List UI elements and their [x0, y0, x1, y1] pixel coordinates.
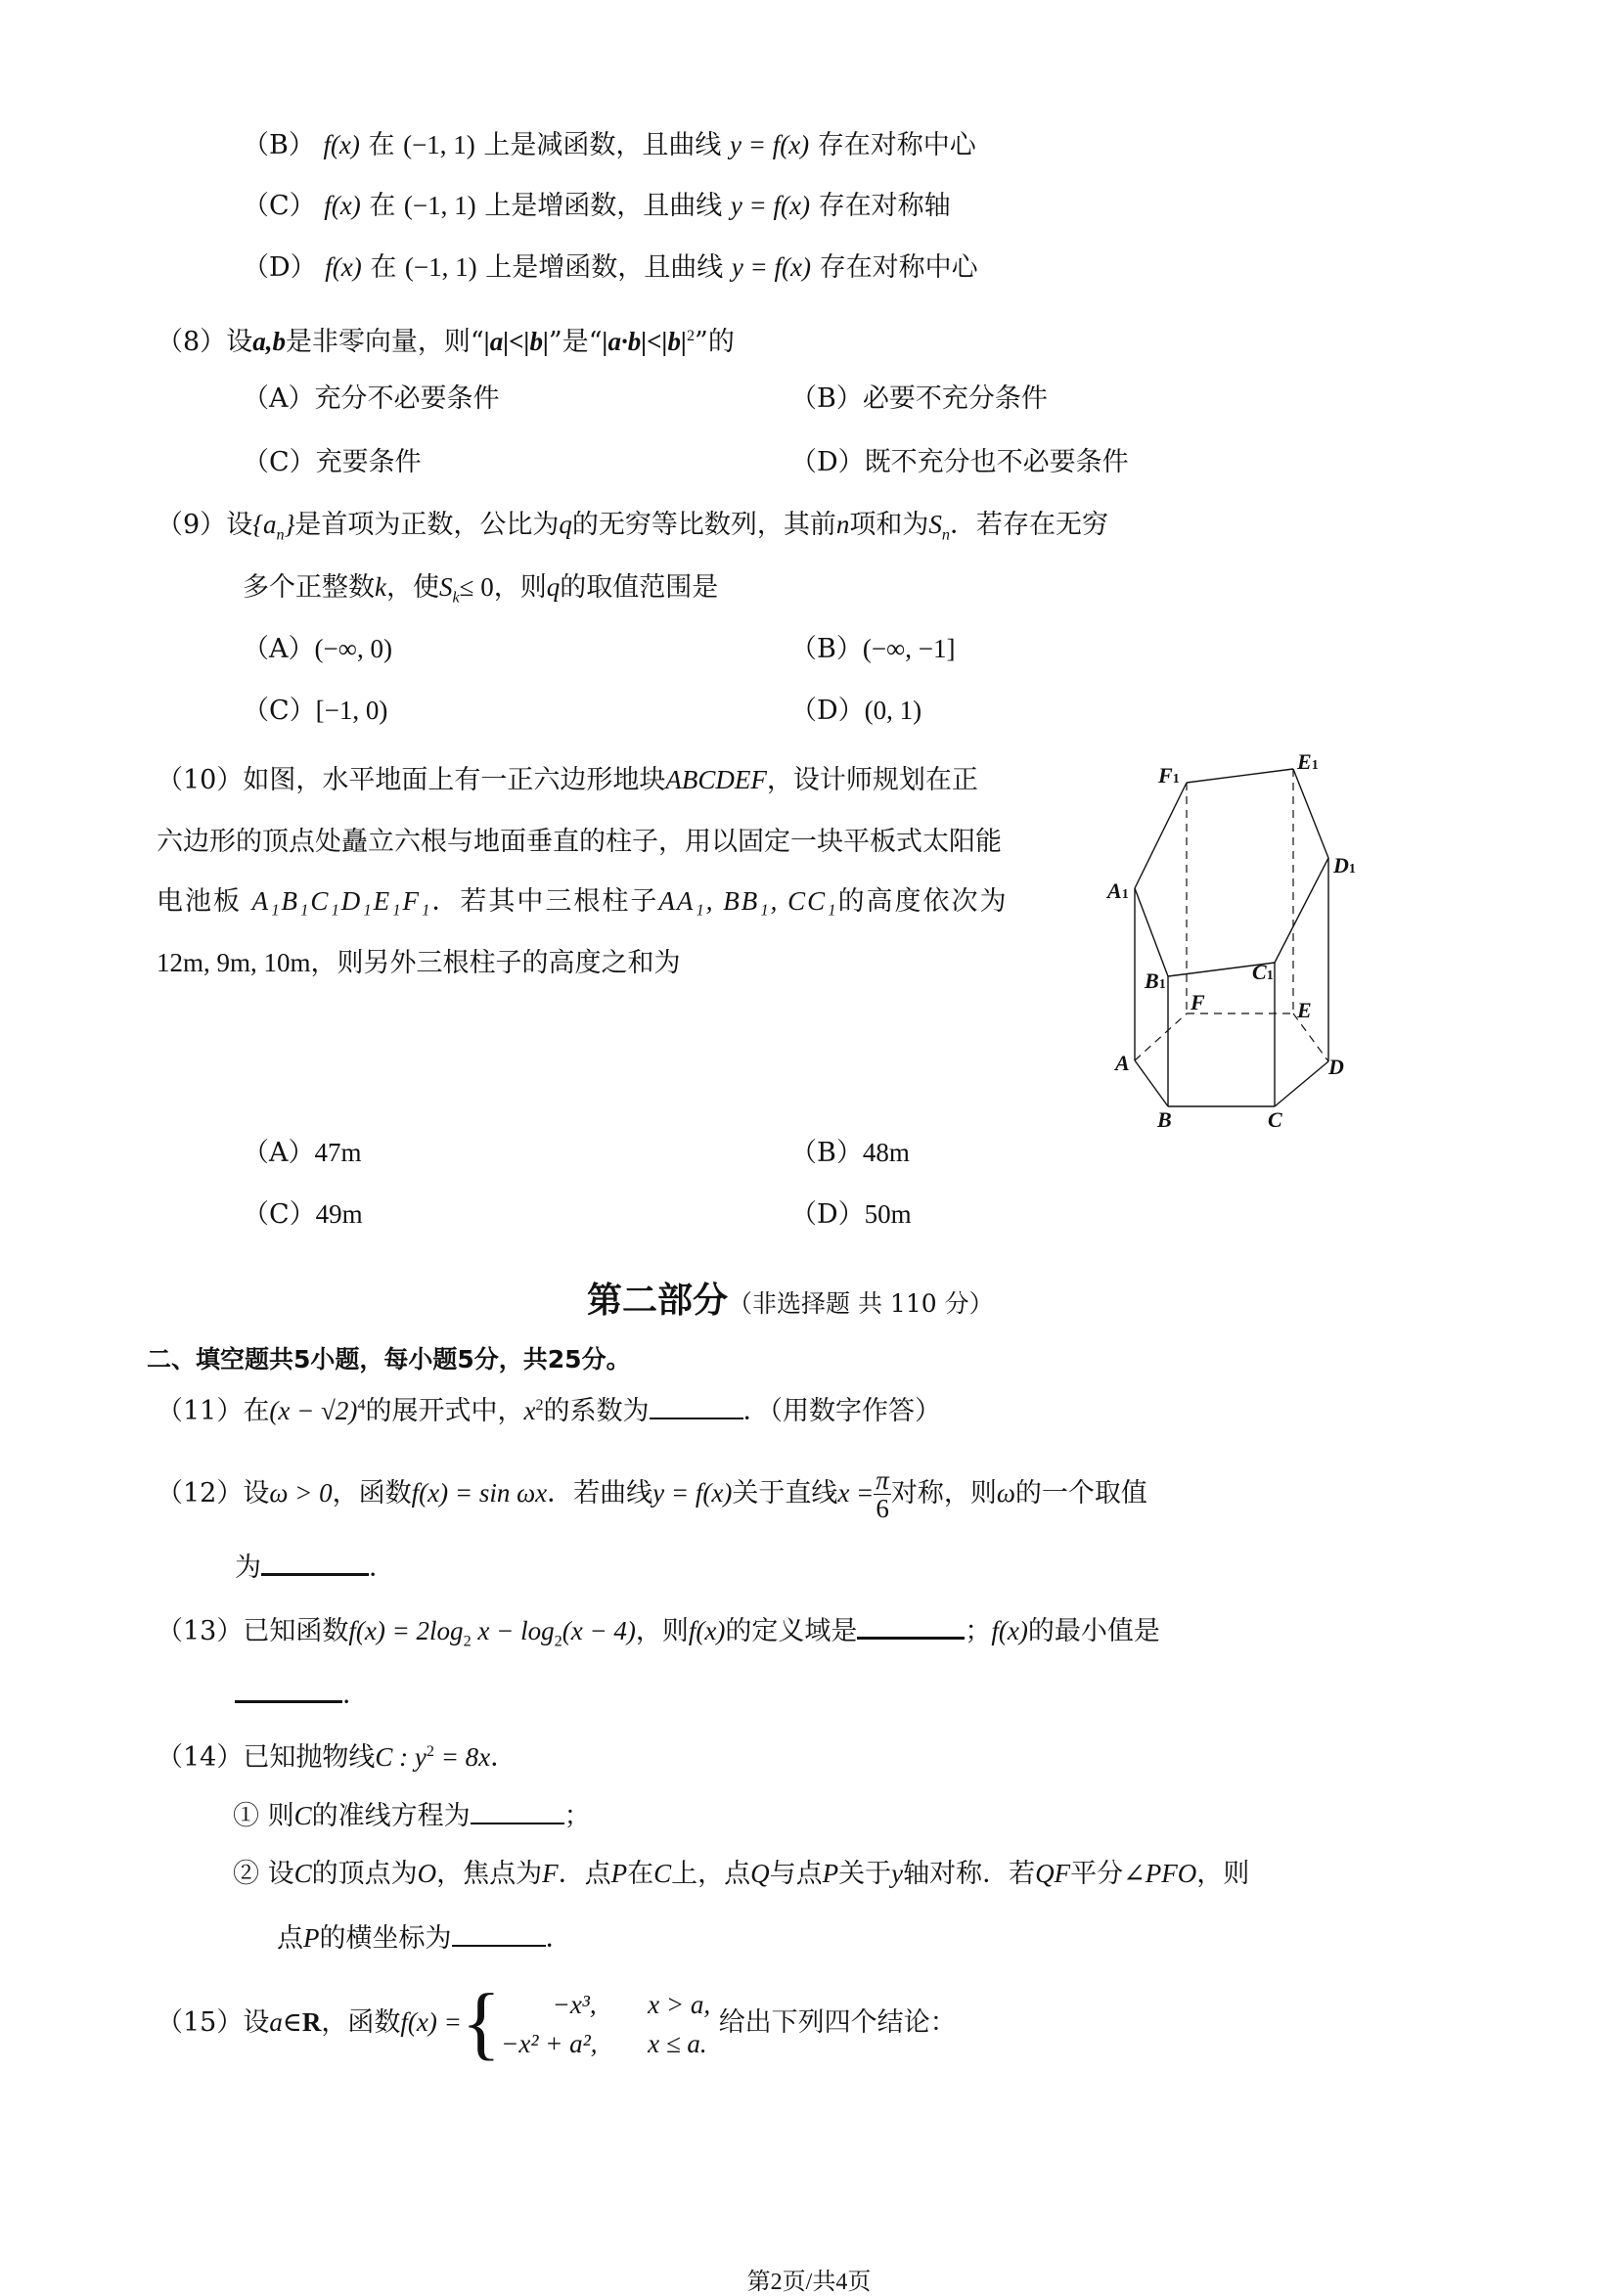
math-seq: {a	[252, 510, 277, 539]
q13-line2	[235, 1675, 369, 1713]
edge-A1F1	[1135, 783, 1187, 888]
q12-line2	[235, 1548, 395, 1586]
math-P: P	[822, 1859, 839, 1888]
math-heights: 12m, 9m, 10m	[157, 948, 311, 977]
label-B1: B1	[1145, 968, 1166, 993]
edge-CD	[1275, 1061, 1328, 1106]
text: 在	[627, 1859, 654, 1889]
label-D: D	[1328, 1055, 1344, 1079]
edge-E1D1	[1293, 769, 1328, 858]
q7-option-c	[243, 188, 951, 224]
section-heading: 二、填空题共5小题，每小题5分，共25分。	[147, 1345, 631, 1373]
label-F: F	[1191, 990, 1205, 1014]
text: 设	[243, 2007, 270, 2038]
text: 关于直线	[732, 1478, 838, 1508]
question-number: （15）	[157, 2007, 244, 2038]
text: ，焦点为	[436, 1859, 543, 1889]
fraction-pi-over-6	[874, 1466, 891, 1522]
question-number: （8）	[157, 327, 227, 357]
left-brace: {	[461, 1977, 502, 2069]
q10-option-b	[790, 1135, 910, 1171]
text: 对称，则	[890, 1478, 997, 1508]
case-cond: x > a,	[648, 1989, 711, 2019]
option-label: （B）	[243, 130, 315, 160]
q15-stem	[157, 1978, 957, 2067]
option-label: （D）	[243, 252, 317, 283]
text: ．	[490, 1742, 517, 1773]
text: ．若其中三根柱子	[431, 886, 659, 917]
q8-option-c	[243, 445, 422, 480]
option-label: （C）	[243, 696, 316, 726]
question-number: （9）	[157, 510, 227, 540]
circled-one: ①	[233, 1801, 259, 1831]
text: 上是增函数，且曲线	[484, 191, 723, 221]
text: 项和为	[849, 510, 929, 540]
hexagonal-prism-figure	[1096, 743, 1409, 1154]
option-text: (−∞, −1]	[862, 634, 956, 663]
answer-blank[interactable]	[452, 1919, 546, 1947]
option-label: （A）	[243, 383, 315, 414]
question-number: （14）	[157, 1742, 244, 1773]
q14-part1	[233, 1797, 591, 1834]
math-curve: y = f(x)	[652, 1478, 733, 1508]
edge-D1C1	[1275, 858, 1328, 963]
edge-AF	[1135, 1013, 1187, 1060]
text: 的展开式中，	[365, 1396, 524, 1426]
text: ，使	[385, 572, 439, 603]
text: ，设计师规划在正	[766, 765, 978, 795]
option-text: 50m	[864, 1199, 912, 1229]
math-k: k	[375, 572, 386, 602]
q10-stem-line2	[157, 825, 1002, 860]
q10-stem-line4	[157, 945, 681, 981]
text: 的系数为	[543, 1396, 650, 1426]
math-C: C	[653, 1859, 672, 1888]
text: 已知函数	[243, 1616, 349, 1646]
label-B: B	[1157, 1107, 1172, 1132]
text: 的定义域是	[725, 1616, 858, 1646]
math-function: f(x) = 2log	[348, 1616, 464, 1645]
q8-option-a	[243, 382, 500, 417]
option-label: （D）	[790, 1199, 865, 1230]
text: ”的	[695, 327, 735, 357]
math-a: a	[269, 2007, 283, 2037]
option-label: （D）	[790, 447, 865, 477]
math-condition: ω > 0	[269, 1478, 333, 1508]
math-O: O	[417, 1859, 437, 1888]
case-1	[501, 1985, 710, 2024]
math-function-tail: (x − 4)	[562, 1616, 636, 1645]
q10-stem-line3	[157, 883, 1009, 920]
q9-stem-line2	[243, 569, 718, 614]
math-parabola-rhs: = 8x	[433, 1742, 491, 1772]
text: 则	[267, 1801, 294, 1831]
math-exponent: 4	[357, 1396, 366, 1414]
text: ．	[342, 1680, 369, 1710]
math-P: P	[610, 1859, 628, 1888]
q14-part2-line1	[233, 1856, 1249, 1892]
text: 的一个取值	[1014, 1478, 1147, 1508]
text: ≤ 0，则	[459, 572, 547, 602]
q9-option-b	[790, 631, 956, 667]
q7-option-d	[243, 249, 978, 286]
label-E1: E1	[1297, 749, 1319, 774]
option-label: （C）	[243, 191, 316, 221]
text: ，则	[1196, 1859, 1250, 1889]
math-exponent: 2	[426, 1742, 434, 1760]
q10-option-a	[243, 1135, 362, 1171]
part-two-heading	[587, 1280, 994, 1326]
math-interval: (−1, 1)	[404, 252, 477, 282]
option-label: （B）	[790, 634, 863, 664]
math-y: y	[891, 1859, 904, 1888]
text: ．点	[558, 1859, 611, 1889]
q14-part2-line2	[277, 1919, 572, 1957]
option-label: （B）	[790, 1138, 863, 1168]
math-fx: f(x)	[324, 191, 361, 220]
text: 设	[267, 1859, 294, 1889]
q11	[157, 1387, 941, 1429]
text: 在	[243, 1396, 270, 1426]
math-vectors: a,b	[252, 327, 286, 356]
option-text: (0, 1)	[864, 696, 922, 725]
label-D1: D1	[1333, 853, 1356, 878]
math-fx: f(x)	[323, 130, 360, 159]
label-C1: C1	[1252, 960, 1274, 984]
text: 六边形的顶点处矗立六根与地面垂直的柱子，用以固定一块平板式太阳能	[157, 827, 1002, 857]
math-seq-end: }	[284, 510, 295, 539]
math-fx: f(x) =	[400, 2007, 462, 2037]
math-sub: n	[941, 525, 950, 544]
q8-option-b	[790, 382, 1048, 417]
part-title: 第二部分	[587, 1281, 729, 1321]
text: 设	[226, 510, 253, 540]
question-number: （11）	[157, 1396, 244, 1426]
math-QF: QF	[1035, 1859, 1071, 1888]
case-expr: −x³,	[552, 1989, 597, 2019]
answer-blank[interactable]	[261, 1548, 369, 1576]
option-text: 47m	[314, 1138, 362, 1167]
question-number: （12）	[157, 1478, 244, 1508]
option-text: 既不充分也不必要条件	[864, 447, 1129, 477]
text: 设	[243, 1478, 270, 1508]
answer-blank[interactable]	[471, 1797, 564, 1824]
math-curve: y = f(x)	[730, 191, 810, 220]
text: 的顶点为	[311, 1859, 418, 1889]
q8-stem	[157, 318, 735, 360]
text: 点	[277, 1923, 303, 1954]
text: 设	[226, 327, 253, 357]
math-S: S	[438, 572, 453, 602]
label-C: C	[1268, 1107, 1282, 1132]
math-exponent: 2	[686, 327, 696, 344]
option-label: （C）	[243, 1199, 316, 1230]
q8-option-d	[790, 445, 1129, 480]
text: 是首项为正数，公比为	[294, 510, 560, 540]
math-condition-1: |a|<|b|	[483, 327, 549, 356]
option-text: 充分不必要条件	[314, 383, 500, 414]
text: ．（用数字作答）	[742, 1396, 942, 1426]
option-label: （B）	[790, 383, 863, 414]
text: 电池板	[157, 886, 242, 917]
text: 的横坐标为	[319, 1923, 452, 1954]
text: 是非零向量，则“	[285, 327, 484, 357]
edge-B1A1	[1135, 888, 1168, 976]
text: 已知抛物线	[243, 1742, 376, 1773]
math-omega: ω	[996, 1478, 1015, 1508]
edge-AB	[1135, 1060, 1168, 1106]
question-number: （13）	[157, 1616, 244, 1646]
math-hexagon: ABCDEF	[665, 765, 767, 794]
math-log-base: 2	[463, 1632, 472, 1650]
text: 给出下列四个结论：	[718, 2007, 957, 2038]
math-curve: y = f(x)	[730, 130, 810, 159]
math-condition-2: |a·b|<|b|	[602, 327, 687, 356]
page-footer: 第2页/共4页	[746, 2270, 872, 2295]
math-in: ∈	[282, 2007, 302, 2037]
circled-two: ②	[233, 1859, 259, 1889]
q14-stem	[157, 1733, 517, 1776]
option-label: （C）	[243, 447, 316, 477]
text: ”是“	[548, 327, 603, 357]
text: ．	[545, 1923, 572, 1954]
option-text: 必要不充分条件	[862, 383, 1048, 414]
math-C: C	[293, 1801, 312, 1830]
text: ，则另外三根柱子的高度之和为	[310, 948, 681, 978]
text: 为	[235, 1553, 261, 1583]
math-pillars: AA₁, BB₁, CC₁	[658, 886, 838, 916]
math-curve: y = f(x)	[731, 252, 811, 282]
label-F1: F1	[1158, 763, 1180, 788]
math-log-base: 2	[554, 1632, 562, 1650]
fraction-numerator: π	[876, 1465, 889, 1495]
math-fx: f(x)	[325, 252, 362, 282]
case-cond: x ≤ a.	[648, 2028, 707, 2058]
q9-stem-line1	[157, 507, 1108, 552]
text: 存在对称中心	[817, 130, 976, 160]
math-x-eq: x =	[837, 1478, 875, 1508]
math-q: q	[546, 572, 561, 602]
text: ；	[563, 1801, 591, 1831]
math-C: C	[293, 1859, 312, 1888]
question-number: （10）	[157, 765, 244, 795]
q10-option-d	[790, 1196, 912, 1233]
math-sub: n	[276, 525, 285, 544]
text: 上，点	[671, 1859, 751, 1889]
label-A: A	[1115, 1051, 1130, 1075]
math-P: P	[303, 1923, 320, 1953]
answer-blank-domain[interactable]	[857, 1611, 965, 1640]
text: 的无穷等比数列，其前	[571, 510, 836, 540]
q7-option-b	[243, 127, 976, 163]
q12-line1	[157, 1463, 1147, 1523]
answer-blank[interactable]	[650, 1392, 743, 1419]
part-subtitle: （非选择题 共 110 分）	[728, 1289, 994, 1318]
label-A1: A1	[1107, 878, 1129, 903]
option-text: [−1, 0)	[315, 696, 388, 725]
math-S: S	[928, 510, 942, 539]
math-fx: f(x)	[688, 1616, 726, 1645]
math-binomial: (x − √2)	[269, 1396, 358, 1425]
option-text: 48m	[862, 1138, 910, 1167]
math-parabola: C : y	[375, 1742, 427, 1772]
math-sub: k	[452, 588, 460, 607]
q10-stem-line1	[157, 762, 978, 798]
fraction-denominator: 6	[876, 1494, 889, 1523]
math-interval: (−1, 1)	[403, 130, 475, 159]
text: 在	[368, 130, 395, 160]
math-x: x	[523, 1396, 536, 1425]
text: ，则	[635, 1616, 689, 1646]
text: 如图，水平地面上有一正六边形地块	[243, 765, 666, 795]
text: 轴对称．若	[903, 1859, 1036, 1889]
math-q: q	[559, 510, 572, 539]
math-n: n	[835, 510, 850, 539]
text: 关于	[838, 1859, 892, 1889]
math-Q: Q	[750, 1859, 770, 1888]
text: 的最小值是	[1027, 1616, 1160, 1646]
case-2	[501, 2024, 710, 2063]
math-interval: (−1, 1)	[403, 191, 476, 220]
math-panel: A₁B₁C₁D₁E₁F₁	[251, 886, 432, 916]
option-text: 充要条件	[315, 447, 422, 477]
math-function: f(x) = sin ωx	[411, 1478, 548, 1508]
q13-line1	[157, 1611, 1160, 1658]
q9-option-a	[243, 631, 392, 667]
text: 的取值范围是	[560, 572, 719, 603]
text: 上是减函数，且曲线	[483, 130, 722, 160]
text: ．若存在无穷	[950, 510, 1108, 540]
case-expr: −x² + a²,	[501, 2028, 598, 2058]
option-label: （A）	[243, 634, 315, 664]
q10-option-c	[243, 1196, 363, 1233]
text: ，函数	[332, 1478, 412, 1508]
label-E: E	[1297, 998, 1312, 1022]
edge-F1E1	[1187, 769, 1293, 783]
q9-option-c	[243, 693, 387, 729]
math-fx: f(x)	[991, 1616, 1028, 1645]
math-reals: R	[301, 2007, 322, 2037]
text: 的高度依次为	[837, 886, 1009, 917]
text: ；	[965, 1616, 992, 1646]
option-label: （D）	[790, 696, 865, 726]
text: 在	[369, 191, 396, 221]
text: 存在对称轴	[818, 191, 951, 221]
text: ．	[369, 1553, 395, 1583]
option-text: 49m	[315, 1199, 363, 1229]
text: 多个正整数	[243, 572, 375, 603]
math-exponent: 2	[535, 1396, 544, 1414]
math-angle: ∠PFO	[1123, 1859, 1197, 1888]
text: 平分	[1070, 1859, 1124, 1889]
text: 与点	[769, 1859, 823, 1889]
text: 存在对称中心	[819, 252, 978, 283]
option-text: (−∞, 0)	[314, 634, 392, 663]
q9-option-d	[790, 693, 921, 729]
math-function-mid: x − log	[471, 1616, 555, 1645]
text: 上是增函数，且曲线	[485, 252, 724, 283]
piecewise-cases	[501, 1985, 710, 2063]
text: 在	[370, 252, 397, 283]
text: 的准线方程为	[311, 1801, 471, 1831]
math-F: F	[542, 1859, 559, 1888]
answer-blank-min[interactable]	[235, 1675, 342, 1703]
option-label: （A）	[243, 1138, 315, 1168]
text: ，函数	[321, 2007, 401, 2038]
text: ．若曲线	[547, 1478, 653, 1508]
